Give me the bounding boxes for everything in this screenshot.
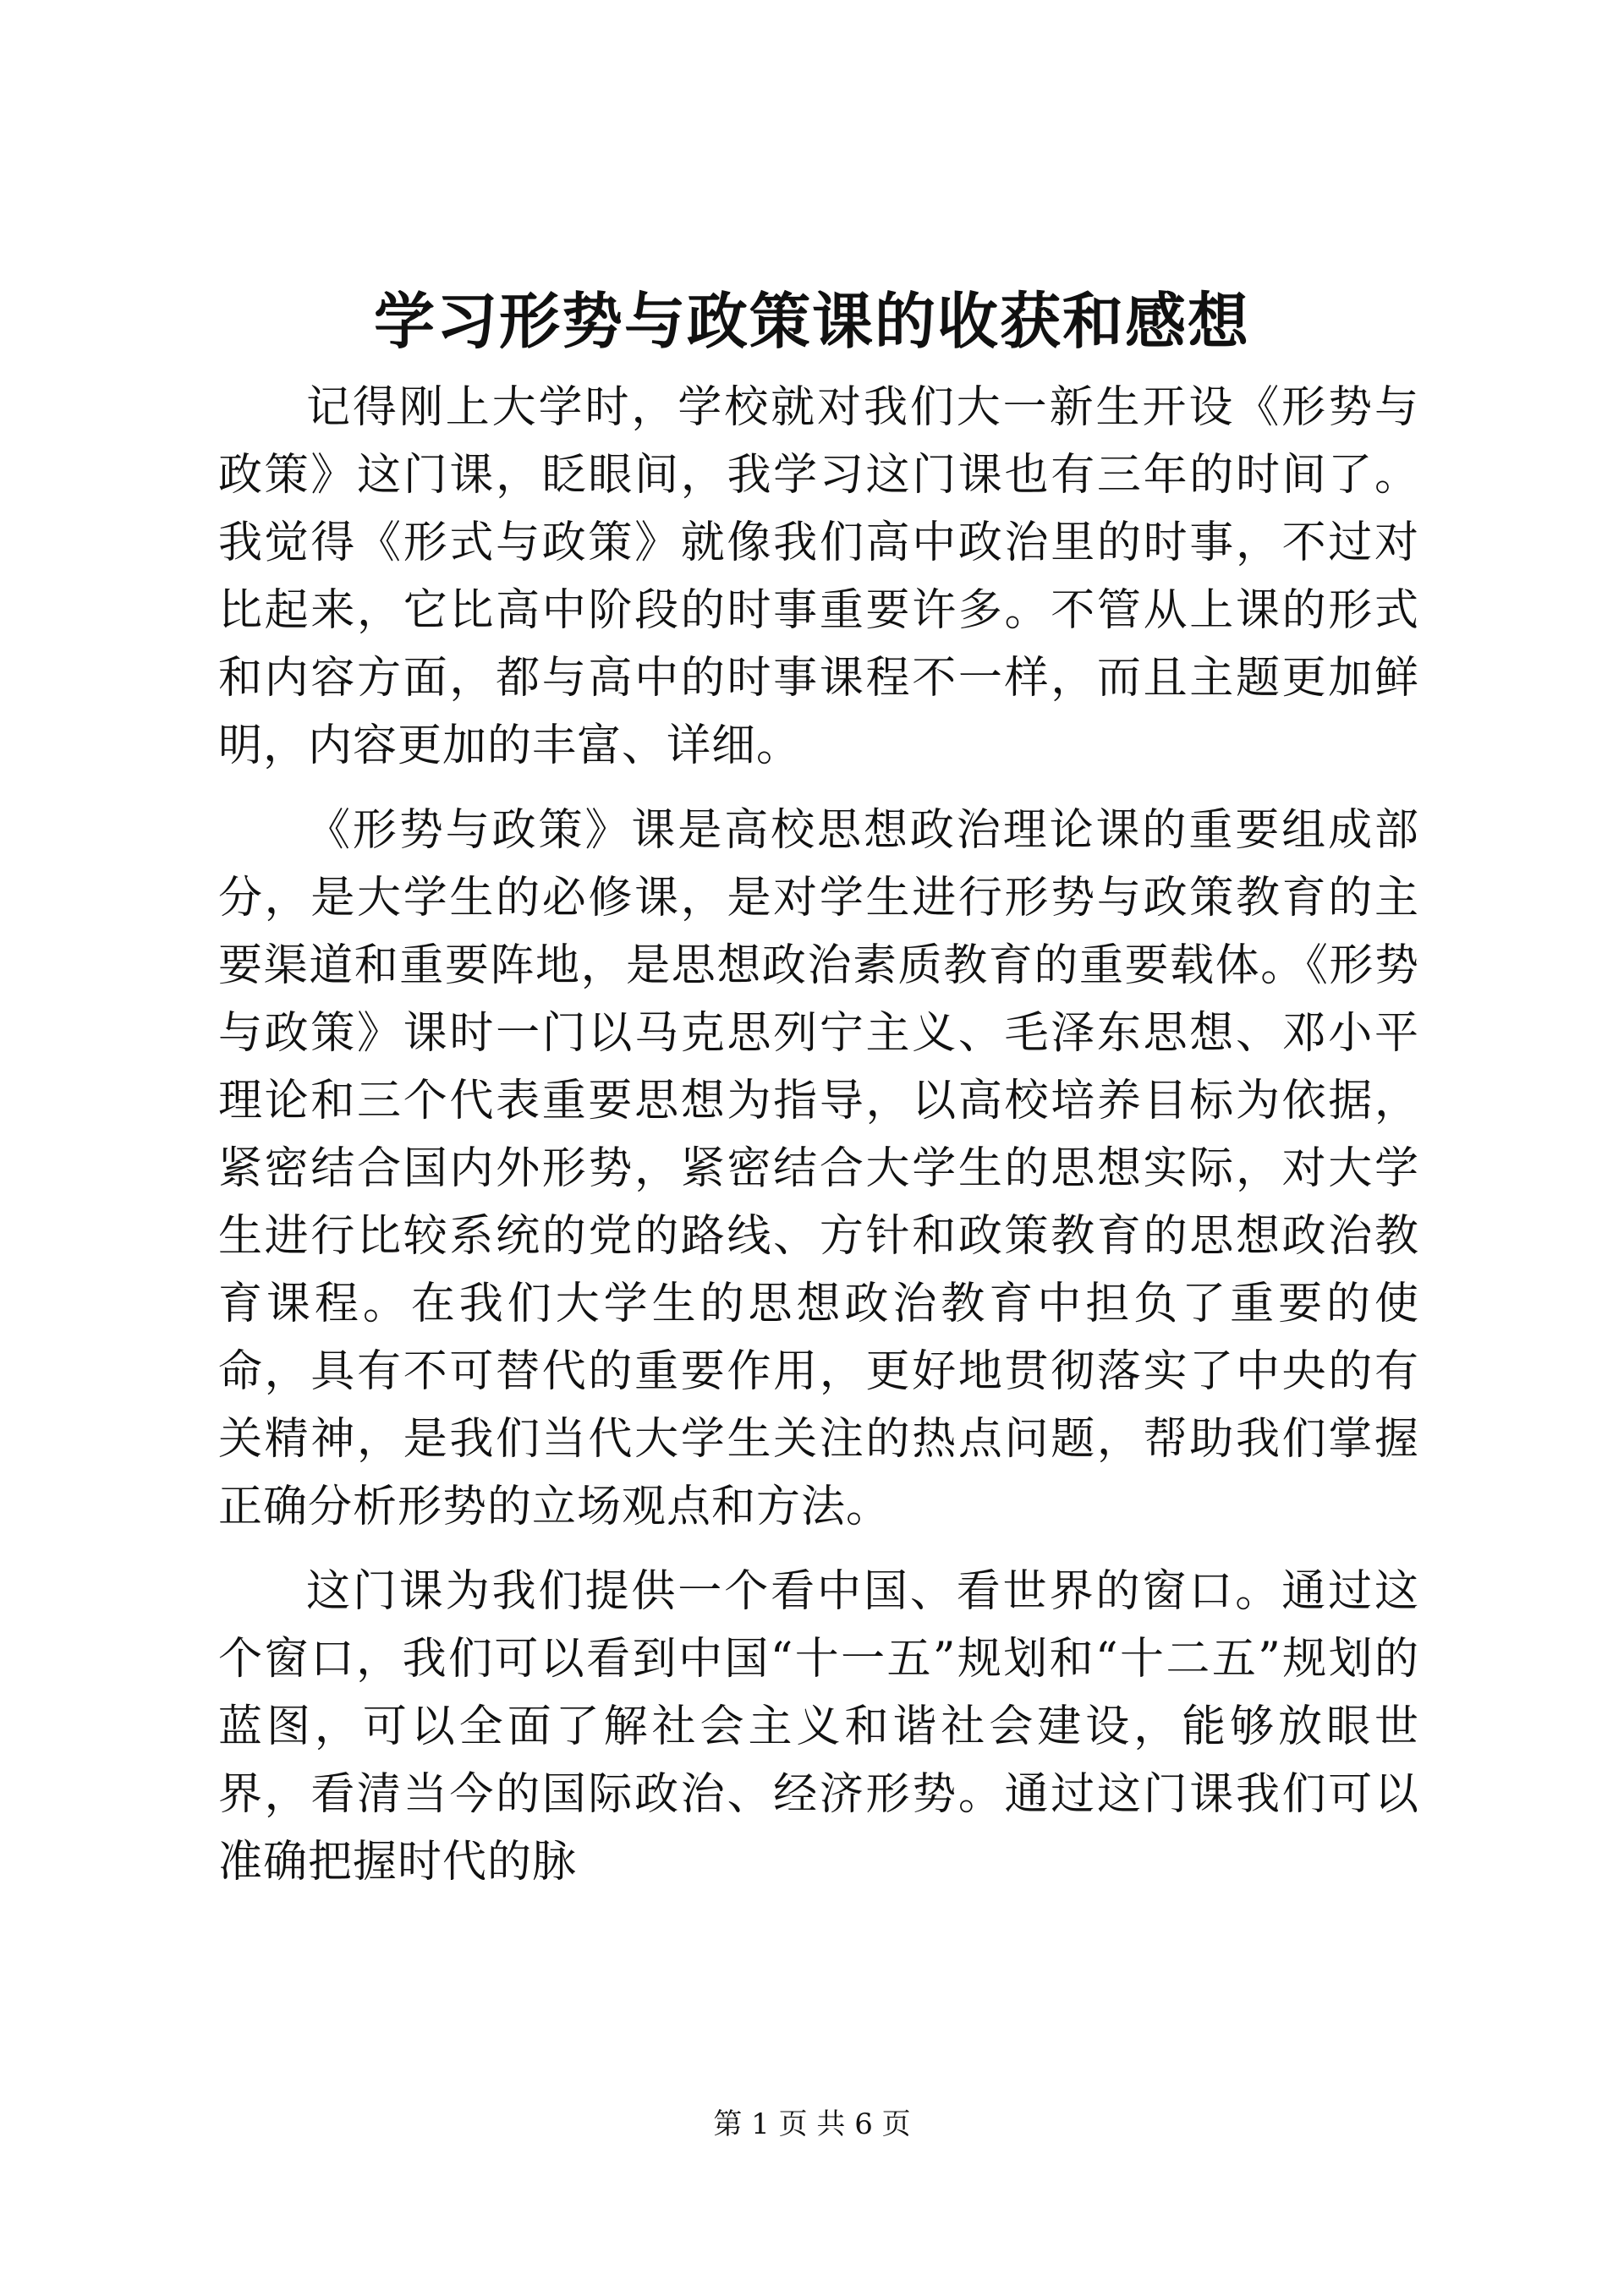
- paragraph-1: 记得刚上大学时，学校就对我们大一新生开设《形势与政策》这门课，眨眼间，我学习这门课也有三年的时间了。我觉得《形式与政策》就像我们高中政治里的时事，不过对比起来，它比高中阶段的时事重要许多。不管从上课的形式和内容方面，都与高中的时事课程不一样，而且主题更加鲜明，内容更加的丰富、详细。: [218, 382, 1419, 771]
- paragraph-2: 《形势与政策》课是高校思想政治理论课的重要组成部分，是大学生的必修课，是对学生进行形势与政策教育的主要渠道和重要阵地，是思想政治素质教育的重要载体。《形势与政策》课时一门以马克思列宁主义、毛泽东思想、邓小平理论和三个代表重要思想为指导，以高校培养目标为依据，紧密结合国内外形势，紧密结合大学生的思想实际，对大学生进行比较系统的党的路线、方针和政策教育的思想政治教育课程。在我们大学生的思想政治教育中担负了重要的使命，具有不可替代的重要作用，更好地贯彻落实了中央的有关精神，是我们当代大学生关注的热点问题，帮助我们掌握正确分析形势的立场观点和方法。: [218, 805, 1419, 1532]
- document-body: [218, 374, 1419, 1896]
- page-number-footer: 第 1 页 共 6 页: [713, 2107, 911, 2141]
- paragraph-3: 这门课为我们提供一个看中国、看世界的窗口。通过这个窗口，我们可以看到中国“十一五”规划和“十二五”规划的蓝图，可以全面了解社会主义和谐社会建设，能够放眼世界，看清当今的国际政治、经济形势。通过这门课我们可以准确把握时代的脉: [218, 1566, 1419, 1888]
- document-title: 学习形势与政策课的收获和感想: [373, 285, 1250, 357]
